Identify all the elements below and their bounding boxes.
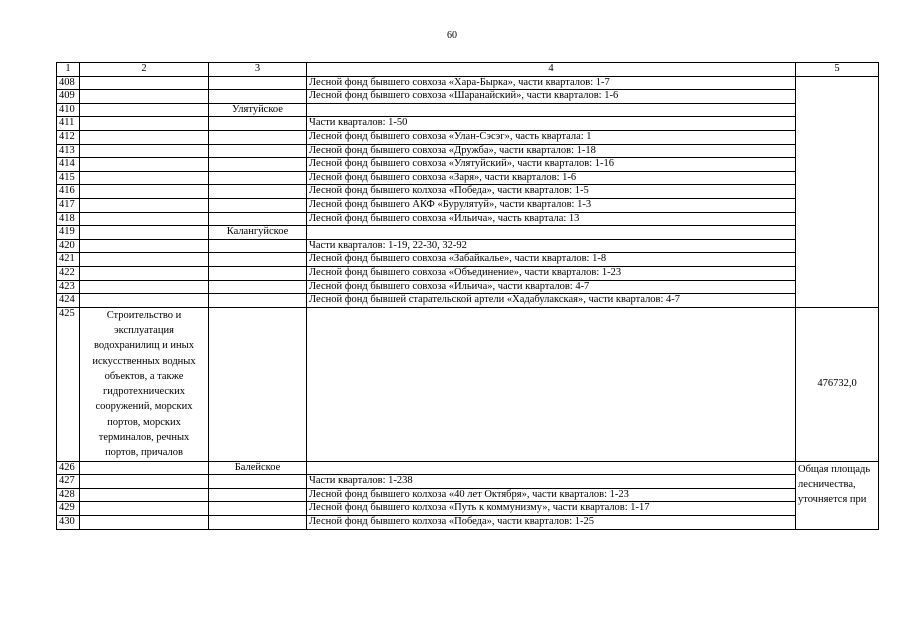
row-purpose: [80, 130, 209, 144]
row-number: 419: [57, 226, 80, 240]
row-description: Лесной фонд бывшего колхоза «Победа», части кварталов: 1-25: [307, 516, 796, 530]
table-row: [57, 253, 879, 267]
row-area-merged: [796, 76, 879, 307]
table-row: [57, 516, 879, 530]
row-description: Лесной фонд бывшего совхоза «Дружба», части кварталов: 1-18: [307, 144, 796, 158]
row-purpose: [80, 226, 209, 240]
table-row: [57, 294, 879, 308]
table-row: [57, 461, 879, 475]
row-forestry: Улятуйское: [209, 103, 307, 117]
row-number: 430: [57, 516, 80, 530]
row-purpose: [80, 294, 209, 308]
page-number: 60: [447, 30, 457, 41]
table-row: [57, 266, 879, 280]
table-row: [57, 76, 879, 90]
row-description: Лесной фонд бывшего АКФ «Бурулятуй», части кварталов: 1-3: [307, 198, 796, 212]
table-row: [57, 130, 879, 144]
row-purpose: [80, 502, 209, 516]
row-forestry: [209, 488, 307, 502]
row-forestry: [209, 117, 307, 131]
row-purpose: [80, 488, 209, 502]
row-number: 408: [57, 76, 80, 90]
row-purpose: [80, 280, 209, 294]
row-number: 425: [57, 307, 80, 461]
row-forestry: [209, 253, 307, 267]
row-number: 422: [57, 266, 80, 280]
row-forestry: Калангуйское: [209, 226, 307, 240]
column-header: 2: [80, 63, 209, 77]
row-purpose: Строительство и эксплуатация водохранилищ и иных искусственных водных объектов, а также гидротехнических сооружений, морских портов, морских терминалов, речных портов, причалов: [80, 307, 209, 461]
table-row: [57, 103, 879, 117]
row-number: 413: [57, 144, 80, 158]
row-description: Части кварталов: 1-50: [307, 117, 796, 131]
row-description: [307, 226, 796, 240]
row-description: Лесной фонд бывшей старательской артели «Хадабулакская», части кварталов: 4-7: [307, 294, 796, 308]
row-description: Лесной фонд бывшего совхоза «Хара-Бырка», части кварталов: 1-7: [307, 76, 796, 90]
table-row: [57, 144, 879, 158]
row-purpose: [80, 185, 209, 199]
forest-table: [56, 62, 879, 530]
row-forestry: [209, 502, 307, 516]
table-row-425: [57, 307, 879, 461]
row-description: Части кварталов: 1-238: [307, 475, 796, 489]
row-purpose: [80, 158, 209, 172]
row-number: 417: [57, 198, 80, 212]
row-area-note: Общая площадь лесничества, уточняется при: [796, 461, 879, 529]
row-forestry: [209, 307, 307, 461]
row-forestry: Балейское: [209, 461, 307, 475]
row-purpose: [80, 212, 209, 226]
row-purpose: [80, 117, 209, 131]
row-purpose: [80, 475, 209, 489]
row-forestry: [209, 516, 307, 530]
row-forestry: [209, 185, 307, 199]
table-row: [57, 171, 879, 185]
row-purpose: [80, 76, 209, 90]
row-purpose: [80, 144, 209, 158]
table-row: [57, 475, 879, 489]
row-description: Лесной фонд бывшего совхоза «Шаранайский», части кварталов: 1-6: [307, 90, 796, 104]
row-description: [307, 307, 796, 461]
column-header: 3: [209, 63, 307, 77]
row-forestry: [209, 266, 307, 280]
table-row: [57, 226, 879, 240]
table-row: [57, 90, 879, 104]
row-description: Лесной фонд бывшего совхоза «Улан-Сэсэг», часть квартала: 1: [307, 130, 796, 144]
row-number: 412: [57, 130, 80, 144]
row-number: 414: [57, 158, 80, 172]
row-number: 428: [57, 488, 80, 502]
row-forestry: [209, 280, 307, 294]
row-description: Лесной фонд бывшего совхоза «Ильича», часть квартала: 13: [307, 212, 796, 226]
row-forestry: [209, 158, 307, 172]
row-forestry: [209, 90, 307, 104]
row-number: 427: [57, 475, 80, 489]
row-description: Части кварталов: 1-19, 22-30, 32-92: [307, 239, 796, 253]
row-purpose: [80, 239, 209, 253]
row-purpose: [80, 461, 209, 475]
row-number: 421: [57, 253, 80, 267]
row-number: 423: [57, 280, 80, 294]
table-row: [57, 239, 879, 253]
row-purpose: [80, 198, 209, 212]
row-number: 429: [57, 502, 80, 516]
row-purpose: [80, 90, 209, 104]
table-row: [57, 212, 879, 226]
row-number: 424: [57, 294, 80, 308]
table-row: [57, 185, 879, 199]
row-forestry: [209, 294, 307, 308]
table-row: [57, 158, 879, 172]
row-forestry: [209, 144, 307, 158]
row-number: 426: [57, 461, 80, 475]
row-description: Лесной фонд бывшего колхоза «Победа», части кварталов: 1-5: [307, 185, 796, 199]
row-forestry: [209, 76, 307, 90]
row-number: 410: [57, 103, 80, 117]
row-forestry: [209, 171, 307, 185]
column-header: 5: [796, 63, 879, 77]
row-description: Лесной фонд бывшего совхоза «Заря», части кварталов: 1-6: [307, 171, 796, 185]
row-purpose: [80, 253, 209, 267]
row-forestry: [209, 198, 307, 212]
table-row: [57, 280, 879, 294]
table-row: [57, 488, 879, 502]
row-description: Лесной фонд бывшего совхоза «Ильича», части кварталов: 4-7: [307, 280, 796, 294]
table-row: [57, 502, 879, 516]
row-number: 409: [57, 90, 80, 104]
row-description: [307, 461, 796, 475]
row-number: 411: [57, 117, 80, 131]
row-number: 416: [57, 185, 80, 199]
row-forestry: [209, 475, 307, 489]
row-area-value: 476732,0: [796, 307, 879, 461]
header-row: [57, 63, 879, 77]
row-forestry: [209, 212, 307, 226]
row-purpose: [80, 103, 209, 117]
row-forestry: [209, 130, 307, 144]
row-forestry: [209, 239, 307, 253]
row-purpose: [80, 171, 209, 185]
row-description: Лесной фонд бывшего колхоза «40 лет Октября», части кварталов: 1-23: [307, 488, 796, 502]
row-purpose: [80, 516, 209, 530]
table-row: [57, 198, 879, 212]
row-number: 420: [57, 239, 80, 253]
column-header: 1: [57, 63, 80, 77]
row-purpose: [80, 266, 209, 280]
table-row: [57, 117, 879, 131]
column-header: 4: [307, 63, 796, 77]
row-description: Лесной фонд бывшего совхоза «Улятуйский», части кварталов: 1-16: [307, 158, 796, 172]
row-description: Лесной фонд бывшего совхоза «Забайкалье», части кварталов: 1-8: [307, 253, 796, 267]
row-number: 415: [57, 171, 80, 185]
row-description: Лесной фонд бывшего совхоза «Объединение», части кварталов: 1-23: [307, 266, 796, 280]
row-description: Лесной фонд бывшего колхоза «Путь к коммунизму», части кварталов: 1-17: [307, 502, 796, 516]
row-description: [307, 103, 796, 117]
row-number: 418: [57, 212, 80, 226]
